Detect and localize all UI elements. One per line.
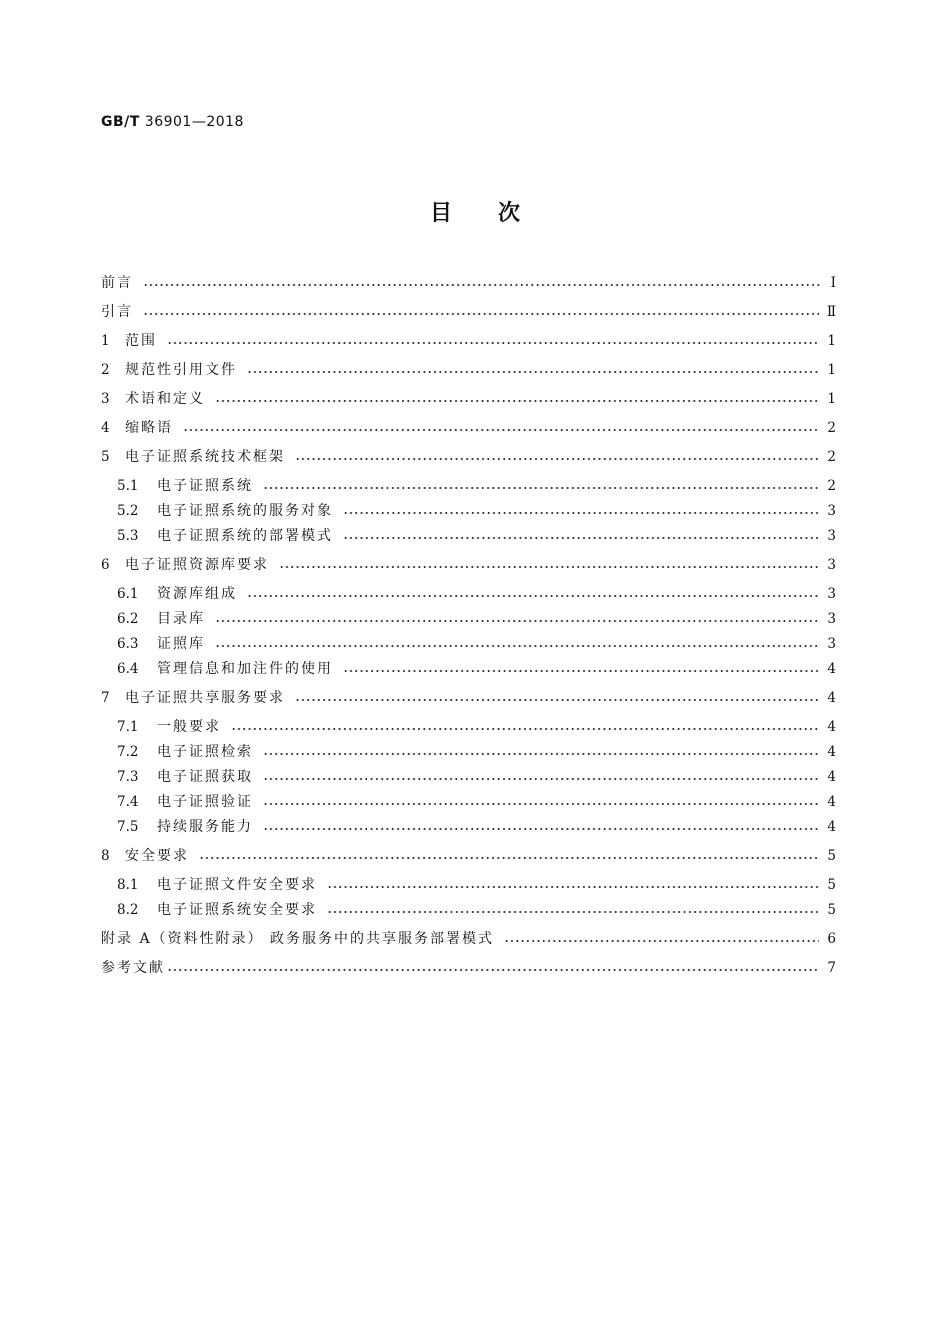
dot-leader [263,753,819,755]
toc-entry-title: 前言 [101,275,133,291]
toc-entry[interactable] [117,473,836,499]
toc-entry-page: 4 [827,661,836,677]
toc-entry-number: 7.3 [117,769,139,785]
toc-entry-title: 术语和定义 [125,391,205,407]
toc-entry[interactable] [117,581,836,607]
toc-entry-number: 6.3 [117,636,139,652]
toc-entry-number: 1 [101,333,110,349]
toc-entry-number: 8.1 [117,877,139,893]
dot-leader [215,645,819,647]
standard-code [101,114,244,130]
dot-leader [295,458,819,460]
toc-entry[interactable] [101,843,836,869]
dot-leader [143,284,820,286]
toc-entry-number: 6.2 [117,611,139,627]
toc-entry-title: 参考文献 [101,960,165,976]
toc-entry-page: 4 [827,819,836,835]
toc-entry-title: 电子证照文件安全要求 [157,877,317,893]
dot-leader [263,803,819,805]
toc-entry[interactable] [117,789,836,815]
toc-entry-number: 6.4 [117,661,139,677]
toc-entry[interactable] [101,415,836,441]
standard-prefix: GB/T [101,114,140,130]
toc-entry-page: 4 [827,794,836,810]
dot-leader [167,969,819,971]
toc-entry-title: 电子证照共享服务要求 [125,690,285,706]
toc-entry[interactable] [101,552,836,578]
toc-entry-number: 6 [101,557,110,573]
toc-entry-page: 3 [827,636,836,652]
toc-entry-page: 2 [827,449,836,465]
toc-entry-title: 电子证照检索 [157,744,253,760]
dot-leader [295,699,819,701]
toc-entry-page: Ⅱ [826,304,836,320]
toc-entry-number: 7 [101,690,110,706]
toc-entry[interactable] [117,631,836,657]
toc-entry-number: 5.2 [117,503,139,519]
toc-entry-page: 4 [827,769,836,785]
toc-entry-page: Ⅰ [830,275,836,291]
dot-leader [247,371,819,373]
toc-entry[interactable] [101,270,836,296]
toc-entry[interactable] [117,714,836,740]
toc-entry-number: 7.1 [117,719,139,735]
toc-entry-page: 1 [827,333,836,349]
toc-entry-page: 3 [827,503,836,519]
toc-entry-page: 5 [827,902,836,918]
toc-entry[interactable] [117,764,836,790]
toc-entry-number: 3 [101,391,110,407]
dot-leader [231,728,819,730]
toc-entry-page: 2 [827,478,836,494]
toc-entry[interactable] [117,739,836,765]
dot-leader [343,537,819,539]
toc-entry-page: 3 [827,611,836,627]
dot-leader [327,911,819,913]
dot-leader [263,487,819,489]
dot-leader [167,342,819,344]
toc-entry-page: 5 [827,848,836,864]
toc-entry-page: 4 [827,719,836,735]
toc-entry-number: 2 [101,362,110,378]
toc-entry-page: 4 [827,744,836,760]
toc-entry-page: 3 [827,586,836,602]
toc-entry-number: 5.1 [117,478,139,494]
toc-entry-title: 一般要求 [157,719,221,735]
toc-entry-number: 7.5 [117,819,139,835]
toc-entry-title: 电子证照获取 [157,769,253,785]
toc-entry[interactable] [117,606,836,632]
toc-entry-title: 电子证照系统的服务对象 [157,503,333,519]
toc-entry-number: 7.2 [117,744,139,760]
toc-entry-number: 5 [101,449,110,465]
toc-entry-title: 证照库 [157,636,205,652]
toc-entry[interactable] [101,444,836,470]
dot-leader [343,512,819,514]
toc-entry-number: 5.3 [117,528,139,544]
toc-entry-page: 1 [827,362,836,378]
page-title: 目次 [429,201,566,226]
toc-entry-page: 1 [827,391,836,407]
dot-leader [199,857,819,859]
toc-entry-title: 电子证照系统的部署模式 [157,528,333,544]
toc-entry[interactable] [117,656,836,682]
dot-leader [504,940,819,942]
toc-entry[interactable] [101,685,836,711]
standard-number: 36901—2018 [144,114,244,130]
toc-entry-title: 管理信息和加注件的使用 [157,661,333,677]
toc-entry-number: 4 [101,420,110,436]
toc-entry-title: 附录 A（资料性附录） 政务服务中的共享服务部署模式 [101,931,495,947]
toc-entry-number: 8 [101,848,110,864]
toc-entry-page: 7 [827,960,836,976]
toc-entry-title: 电子证照系统 [157,478,253,494]
toc-entry-title: 电子证照系统安全要求 [157,902,317,918]
toc-entry-title: 缩略语 [125,420,173,436]
toc-entry-page: 5 [827,877,836,893]
toc-entry-title: 持续服务能力 [157,819,253,835]
dot-leader [215,620,819,622]
dot-leader [143,313,819,315]
dot-leader [263,778,819,780]
dot-leader [343,670,819,672]
toc-entry[interactable] [117,523,836,549]
toc-entry-title: 安全要求 [125,848,189,864]
toc-entry-title: 规范性引用文件 [125,362,237,378]
toc-entry[interactable] [101,357,836,383]
toc-entry-page: 3 [827,528,836,544]
toc-entry-title: 目录库 [157,611,205,627]
toc-entry[interactable] [117,498,836,524]
toc-entry-title: 范围 [125,333,157,349]
toc-entry[interactable] [117,897,836,923]
toc-entry-number: 7.4 [117,794,139,810]
dot-leader [215,400,819,402]
toc-entry[interactable] [101,955,836,981]
toc-entry[interactable] [117,814,836,840]
toc-entry[interactable] [101,386,836,412]
toc-entry-title: 电子证照资源库要求 [125,557,269,573]
toc-entry-page: 6 [827,931,836,947]
toc-entry[interactable] [117,872,836,898]
toc-entry[interactable] [101,926,836,952]
toc-entry-title: 电子证照验证 [157,794,253,810]
dot-leader [263,828,819,830]
toc-entry-page: 3 [827,557,836,573]
dot-leader [279,566,819,568]
dot-leader [183,429,819,431]
toc-entry[interactable] [101,299,836,325]
toc-entry-title: 引言 [101,304,133,320]
toc-entry-title: 资源库组成 [157,586,237,602]
toc-entry-number: 8.2 [117,902,139,918]
toc-entry[interactable] [101,328,836,354]
toc-entry-title: 电子证照系统技术框架 [125,449,285,465]
dot-leader [247,595,819,597]
toc-entry-page: 4 [827,690,836,706]
toc-entry-page: 2 [827,420,836,436]
toc-entry-number: 6.1 [117,586,139,602]
dot-leader [327,886,819,888]
